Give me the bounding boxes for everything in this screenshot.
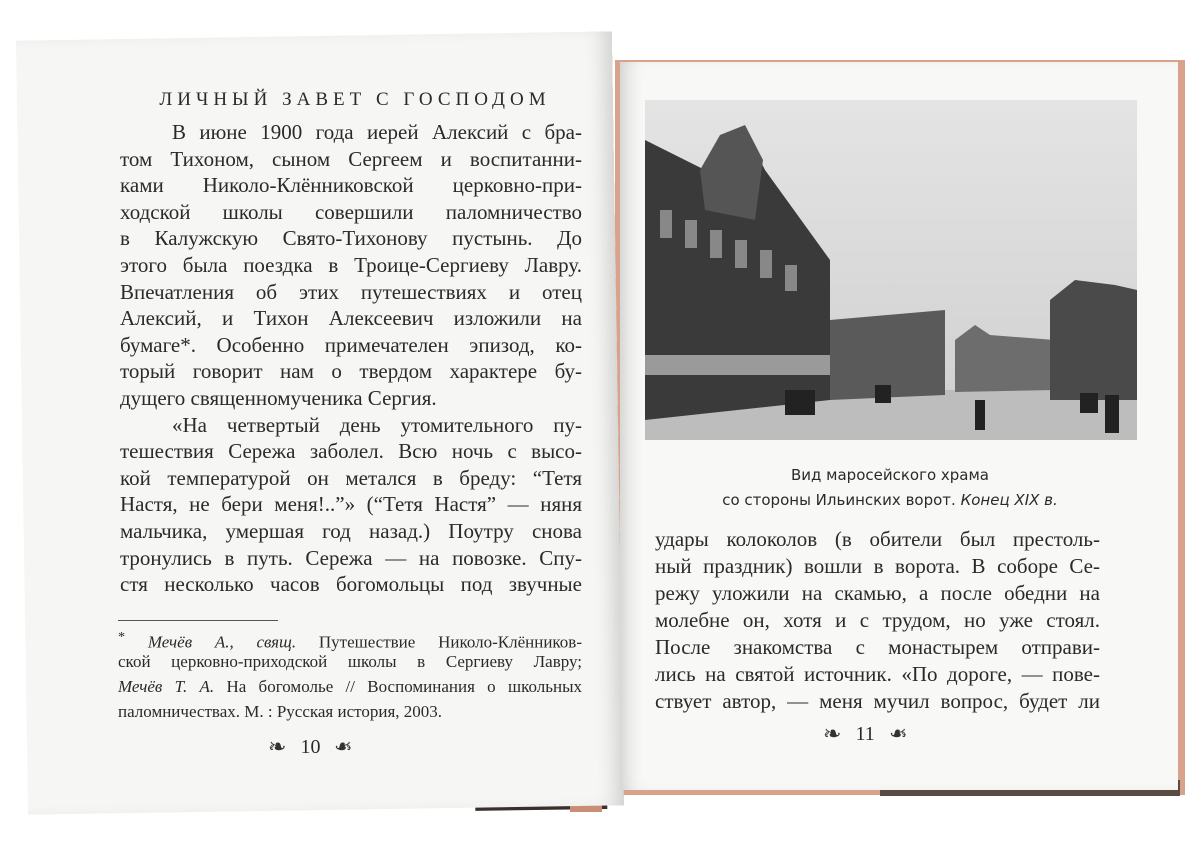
- footnote-text: На богомолье // Воспоминания о школьных: [226, 677, 582, 696]
- page-number-left: [268, 735, 353, 759]
- footnote-author: Мечёв А., свящ.: [147, 632, 297, 652]
- footnote-line: ской церковно-приходской школы в Сергиеву Лавру;: [118, 652, 582, 671]
- text-line: стя несколько часов богомольцы под звучные: [120, 572, 582, 597]
- footnote-rule: [118, 620, 278, 621]
- page-number: 11: [855, 723, 875, 745]
- text-line: кой температурой он метался в бреду: “Тетя: [120, 465, 582, 490]
- text-line: ный праздник) вошли в ворота. В соборе Се-: [655, 554, 1100, 578]
- text-line: лись на святой источник. «По дороге, — пове-: [655, 662, 1100, 686]
- footnote-line: паломничествах. М. : Русская история, 2003.: [118, 702, 443, 721]
- text-line: торый говорит нам о твердом характере бу-: [120, 359, 582, 384]
- footnote-author: Мечёв Т. А.: [118, 677, 215, 696]
- text-line: Настя, не бери меня!..”» (“Тетя Настя” — няня: [120, 492, 582, 517]
- running-header: ЛИЧНЫЙ ЗАВЕТ С ГОСПОДОМ: [159, 89, 551, 110]
- text-line: мальчика, умершая год назад.) Поутру снова: [120, 519, 582, 543]
- caption-date: Конец XIX в.: [960, 491, 1058, 509]
- text-line: молебне он, хотя и с трудом, но уже стоял.: [655, 608, 1100, 632]
- text-line: том Тихоном, сыном Сергеем и воспитанни-: [120, 146, 582, 171]
- text-line: ходской школы совершили паломничество: [120, 199, 582, 224]
- text-line: в Калужскую Свято-Тихонову пустынь. До: [120, 226, 582, 251]
- page-number: 10: [300, 736, 321, 758]
- photo-caption-line1: Вид маросейского храма: [790, 466, 990, 484]
- footnote-line: [118, 626, 582, 654]
- ornament-icon: ❧: [823, 721, 842, 746]
- footnote-marker: *: [118, 629, 126, 645]
- text-line: Алексий, и Тихон Алексеевич изложили на: [120, 306, 582, 331]
- page-number-right: [823, 722, 907, 746]
- text-line: удары колоколов (в обители был престоль-: [655, 527, 1100, 551]
- footnote-text: Путешествие Николо-Клёнников-: [318, 632, 582, 652]
- ornament-icon: ❧: [268, 734, 287, 759]
- text-line: После знакомства с монастырем отправи-: [655, 635, 1100, 659]
- photo-caption-line2: [640, 490, 1140, 510]
- text-line: ствует автор, — меня мучил вопрос, будет ли: [655, 689, 1100, 713]
- caption-text: со стороны Ильинских ворот.: [722, 491, 956, 509]
- text-line: тронулись в путь. Сережа — на повозке. Спу-: [120, 545, 582, 570]
- text-line: В июне 1900 года иерей Алексий с бра-: [172, 120, 582, 144]
- text-line: режу уложили на скамью, а после обедни на: [655, 581, 1100, 605]
- text-line: ками Николо-Клённиковской церковно-при-: [120, 173, 582, 198]
- text-line: дущего священномученика Сергия.: [120, 386, 437, 410]
- historical-street-photo: [645, 100, 1137, 440]
- ornament-icon: ❧: [334, 734, 353, 759]
- footnote-line: [118, 676, 582, 698]
- ornament-icon: ❧: [888, 721, 908, 746]
- text-line: бумаге*. Особенно примечателен эпизод, ко-: [120, 332, 582, 357]
- text-line: этого была поездка в Троице-Сергиеву Лавру.: [120, 253, 582, 277]
- text-line: «На четвертый день утомительного пу-: [172, 412, 582, 437]
- text-line: тешествия Сережа заболел. Всю ночь с высо-: [120, 439, 582, 464]
- text-line: Впечатления об этих путешествиях и отец: [120, 279, 582, 304]
